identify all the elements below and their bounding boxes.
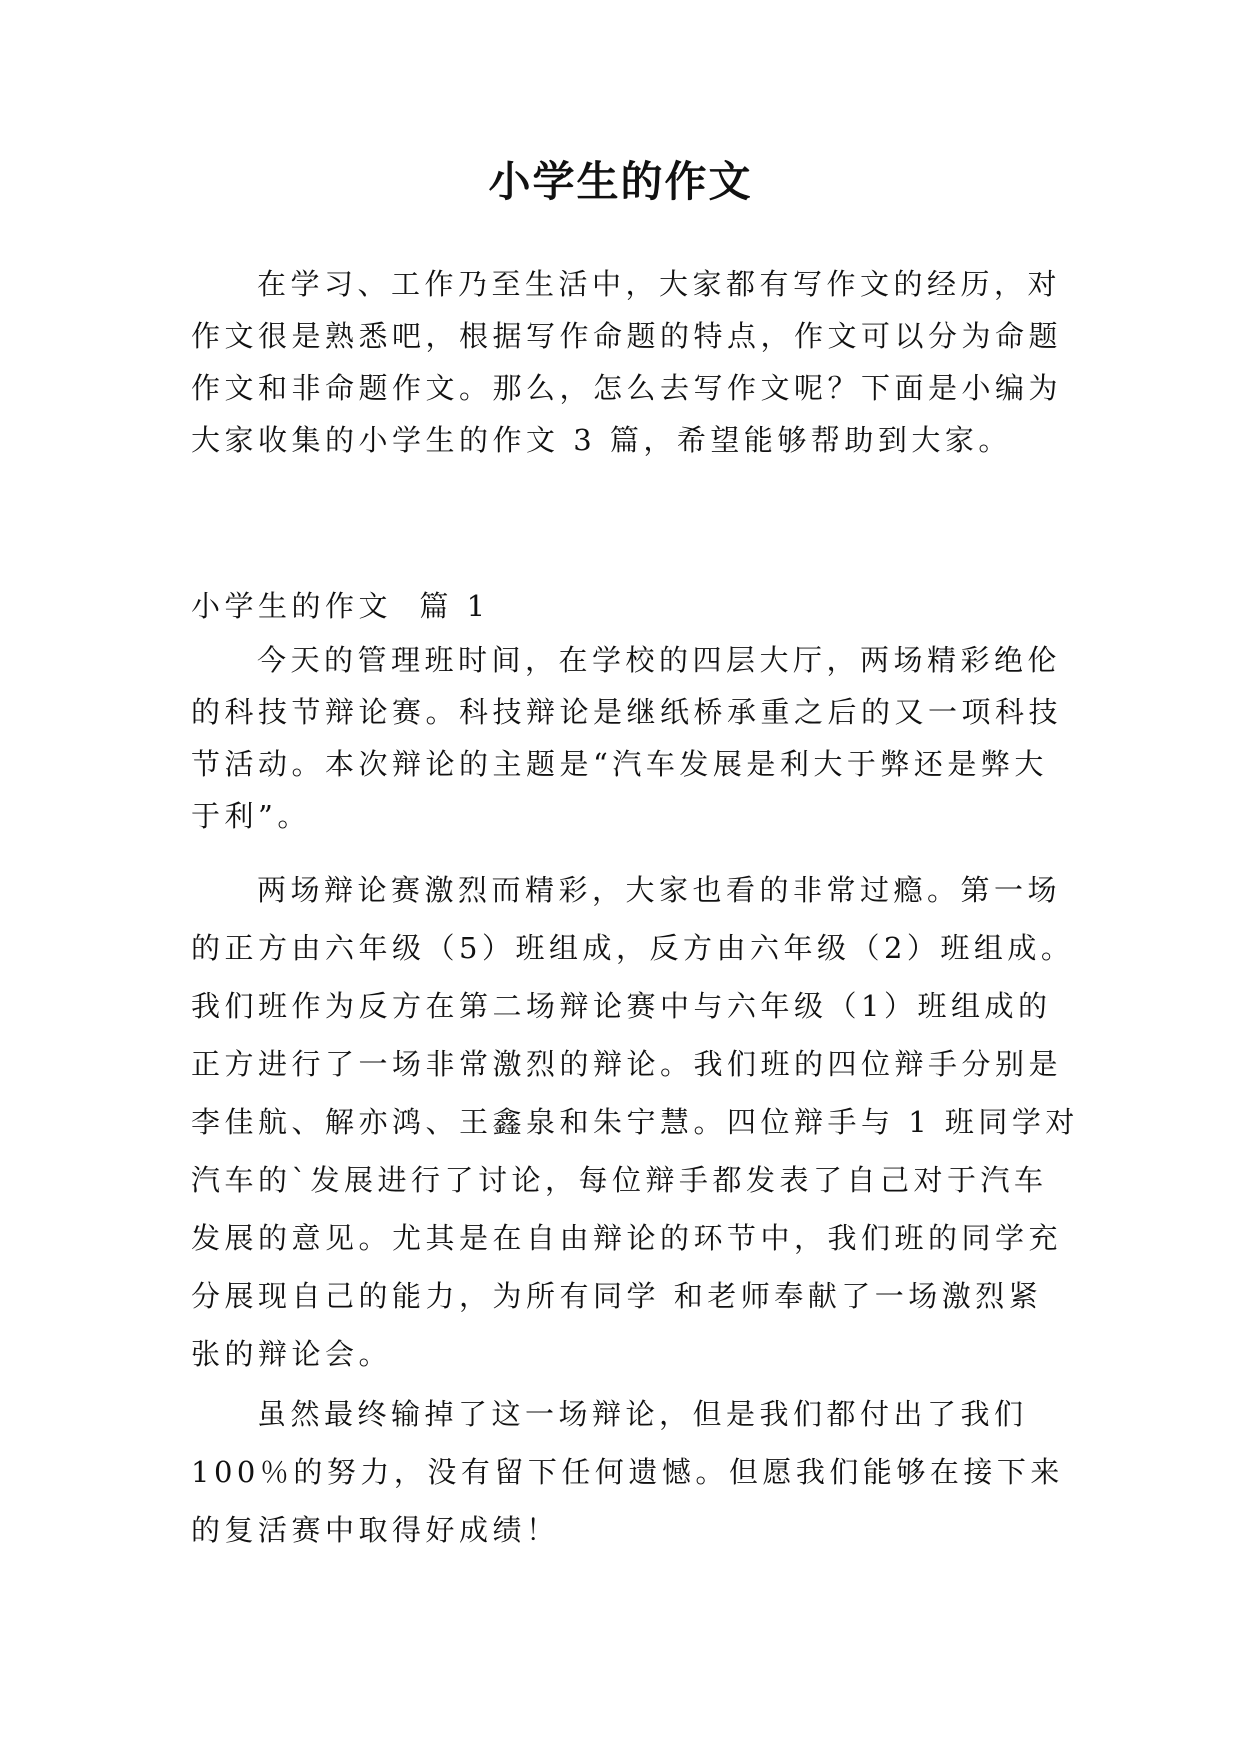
intro-line: 作文很是熟悉吧，根据写作命题的特点，作文可以分为命题 (191, 319, 1063, 353)
paragraph-line: 100％的努力，没有留下任何遗憾。但愿我们能够在接下来 (191, 1455, 1064, 1489)
intro-line: 作文和非命题作文。那么，怎么去写作文呢？下面是小编为 (191, 371, 1063, 405)
intro-line: 大家收集的小学生的作文 3 篇，希望能够帮助到大家。 (191, 423, 1012, 457)
paragraph-line: 虽然最终输掉了这一场辩论，但是我们都付出了我们 (257, 1397, 1028, 1431)
paragraph-line: 的复活赛中取得好成绩！ (191, 1513, 560, 1547)
intro-line: 在学习、工作乃至生活中，大家都有写作文的经历，对 (257, 267, 1062, 301)
paragraph-line: 正方进行了一场非常激烈的辩论。我们班的四位辩手分别是 (191, 1047, 1063, 1081)
paragraph-line: 于利”。 (191, 799, 311, 833)
paragraph-line: 张的辩论会。 (191, 1337, 393, 1371)
paragraph-line: 节活动。本次辩论的主题是“汽车发展是利大于弊还是弊大 (191, 747, 1048, 781)
paragraph-line: 今天的管理班时间，在学校的四层大厅，两场精彩绝伦 (257, 643, 1062, 677)
paragraph-line: 两场辩论赛激烈而精彩，大家也看的非常过瘾。第一场 (257, 873, 1062, 907)
paragraph-line: 的科技节辩论赛。科技辩论是继纸桥承重之后的又一项科技 (191, 695, 1063, 729)
paragraph-line: 汽车的`发展进行了讨论，每位辩手都发表了自己对于汽车 (191, 1163, 1048, 1197)
paragraph-line: 我们班作为反方在第二场辩论赛中与六年级（1）班组成的 (191, 989, 1052, 1023)
paragraph-line: 的正方由六年级（5）班组成，反方由六年级（2）班组成。 (191, 931, 1075, 965)
document-title: 小学生的作文 (488, 157, 753, 206)
section-heading: 小学生的作文 篇 1 (191, 589, 490, 623)
paragraph-line: 分展现自己的能力，为所有同学 和老师奉献了一场激烈紧 (191, 1279, 1043, 1313)
paragraph-line: 发展的意见。尤其是在自由辩论的环节中，我们班的同学充 (191, 1221, 1063, 1255)
paragraph-line: 李佳航、解亦鸿、王鑫泉和朱宁慧。四位辩手与 1 班同学对 (191, 1105, 1079, 1139)
